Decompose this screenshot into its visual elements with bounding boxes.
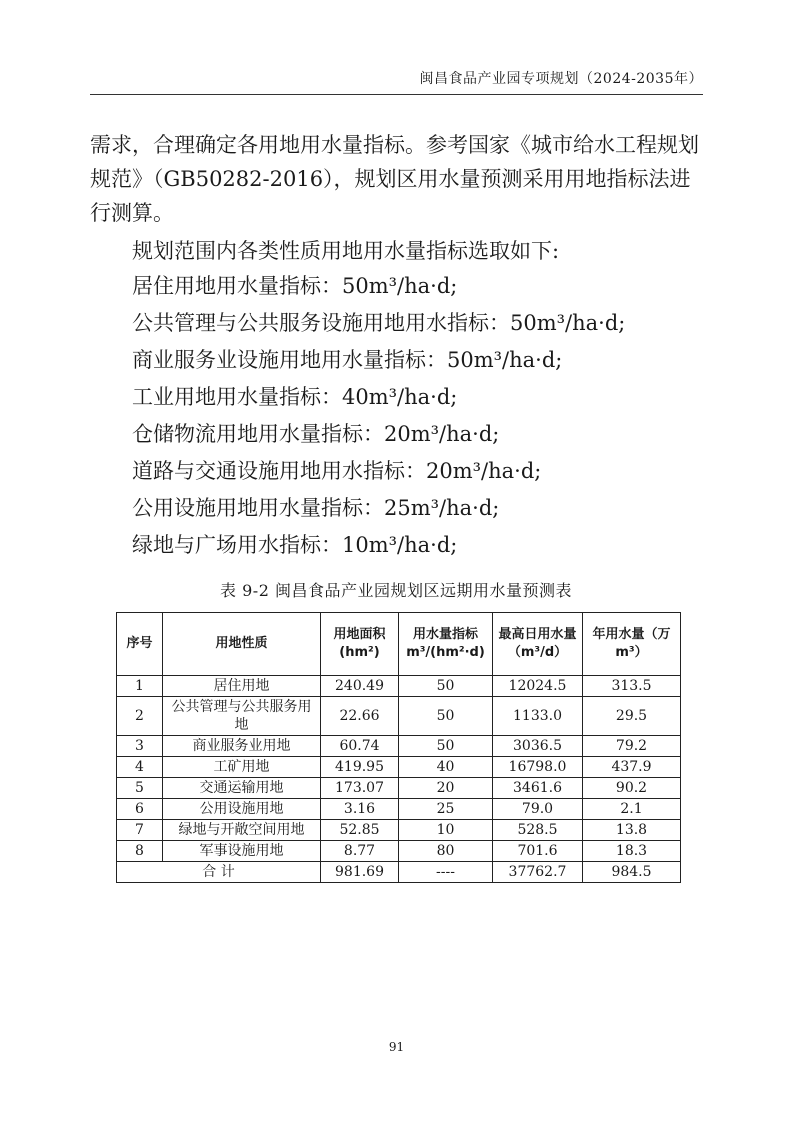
table-cell: 52.85: [321, 820, 399, 841]
table-cell: 984.5: [583, 862, 681, 883]
table-cell: 18.3: [583, 841, 681, 862]
header-cell: 用地面积(hm²): [321, 613, 399, 676]
table-row: [117, 799, 681, 820]
indicator-item: 公共管理与公共服务设施用地用水指标：50m³/ha·d;: [132, 311, 626, 335]
table-cell: 居住用地: [163, 676, 321, 697]
table-cell: 437.9: [583, 757, 681, 778]
indicator-item: 仓储物流用地用水量指标：20m³/ha·d;: [132, 422, 500, 446]
table-row: [117, 676, 681, 697]
table-row: [117, 820, 681, 841]
table-cell: 7: [117, 820, 163, 841]
indicator-list: [90, 268, 702, 564]
header-cell: 用水量指标m³/(hm²·d): [399, 613, 493, 676]
table-cell: 绿地与开敞空间用地: [163, 820, 321, 841]
table-header-row: [117, 613, 681, 676]
table-cell: 528.5: [493, 820, 583, 841]
table-cell: 交通运输用地: [163, 778, 321, 799]
table-cell: 79.2: [583, 736, 681, 757]
table-cell: 173.07: [321, 778, 399, 799]
table-cell: 公共管理与公共服务用地: [163, 697, 321, 736]
indicator-item: 工业用地用水量指标：40m³/ha·d;: [132, 385, 458, 409]
indicator-item: 商业服务业设施用地用水量指标：50m³/ha·d;: [132, 348, 563, 372]
table-cell: 3.16: [321, 799, 399, 820]
table-cell: 79.0: [493, 799, 583, 820]
table-total-row: [117, 862, 681, 883]
table-row: [117, 778, 681, 799]
table-cell: 16798.0: [493, 757, 583, 778]
table-cell: 313.5: [583, 676, 681, 697]
indicator-item: 道路与交通设施用地用水指标：20m³/ha·d;: [132, 459, 542, 483]
table-cell: 419.95: [321, 757, 399, 778]
table-cell: 90.2: [583, 778, 681, 799]
page-number: 91: [388, 1040, 405, 1054]
table-cell: 80: [399, 841, 493, 862]
table-cell: 22.66: [321, 697, 399, 736]
paragraph-intro: 需求，合理确定各用地用水量指标。参考国家《城市给水工程规划规范》（GB50282-2016），规划区用水量预测采用用地指标法进行测算。: [90, 133, 699, 225]
table-cell: 29.5: [583, 697, 681, 736]
page-header: 闽昌食品产业园专项规划（2024-2035年）: [90, 68, 703, 95]
body-text: [90, 128, 702, 564]
table-row: [117, 841, 681, 862]
table-cell: 40: [399, 757, 493, 778]
table-cell: 6: [117, 799, 163, 820]
table-cell: 37762.7: [493, 862, 583, 883]
table-cell: 50: [399, 736, 493, 757]
table-cell: 1: [117, 676, 163, 697]
table-row: [117, 697, 681, 736]
table-cell: 工矿用地: [163, 757, 321, 778]
table-cell: 3036.5: [493, 736, 583, 757]
table-cell: 10: [399, 820, 493, 841]
table-cell: 公用设施用地: [163, 799, 321, 820]
header-cell: 最高日用水量（m³/d）: [493, 613, 583, 676]
table-cell: 军事设施用地: [163, 841, 321, 862]
table-cell: 3: [117, 736, 163, 757]
table-cell: 商业服务业用地: [163, 736, 321, 757]
indicator-item: 居住用地用水量指标：50m³/ha·d;: [132, 274, 458, 298]
indicator-item: 绿地与广场用水指标：10m³/ha·d;: [132, 533, 458, 557]
table-cell: 240.49: [321, 676, 399, 697]
header-cell: 年用水量（万m³）: [583, 613, 681, 676]
indicator-item: 公用设施用地用水量指标：25m³/ha·d;: [132, 496, 500, 520]
table-cell: 12024.5: [493, 676, 583, 697]
table-caption: 表 9-2 闽昌食品产业园规划区远期用水量预测表: [220, 581, 572, 600]
table-cell: 1133.0: [493, 697, 583, 736]
table-cell: 981.69: [321, 862, 399, 883]
table-cell: 60.74: [321, 736, 399, 757]
table-cell: 13.8: [583, 820, 681, 841]
table-cell: 8.77: [321, 841, 399, 862]
table-cell: 701.6: [493, 841, 583, 862]
total-label: 合 计: [117, 862, 321, 883]
table-cell: 2: [117, 697, 163, 736]
header-cell: 序号: [117, 613, 163, 676]
table-cell: 4: [117, 757, 163, 778]
water-demand-table: [116, 612, 681, 883]
header-cell: 用地性质: [163, 613, 321, 676]
paragraph-indicators-lead: 规划范围内各类性质用地用水量指标选取如下:: [132, 239, 560, 263]
table-row: [117, 736, 681, 757]
table-cell: 50: [399, 697, 493, 736]
table-cell: 2.1: [583, 799, 681, 820]
table-cell: 3461.6: [493, 778, 583, 799]
table-cell: 50: [399, 676, 493, 697]
table-cell: ----: [399, 862, 493, 883]
table-cell: 8: [117, 841, 163, 862]
table-cell: 25: [399, 799, 493, 820]
table-cell: 5: [117, 778, 163, 799]
table-row: [117, 757, 681, 778]
table-cell: 20: [399, 778, 493, 799]
